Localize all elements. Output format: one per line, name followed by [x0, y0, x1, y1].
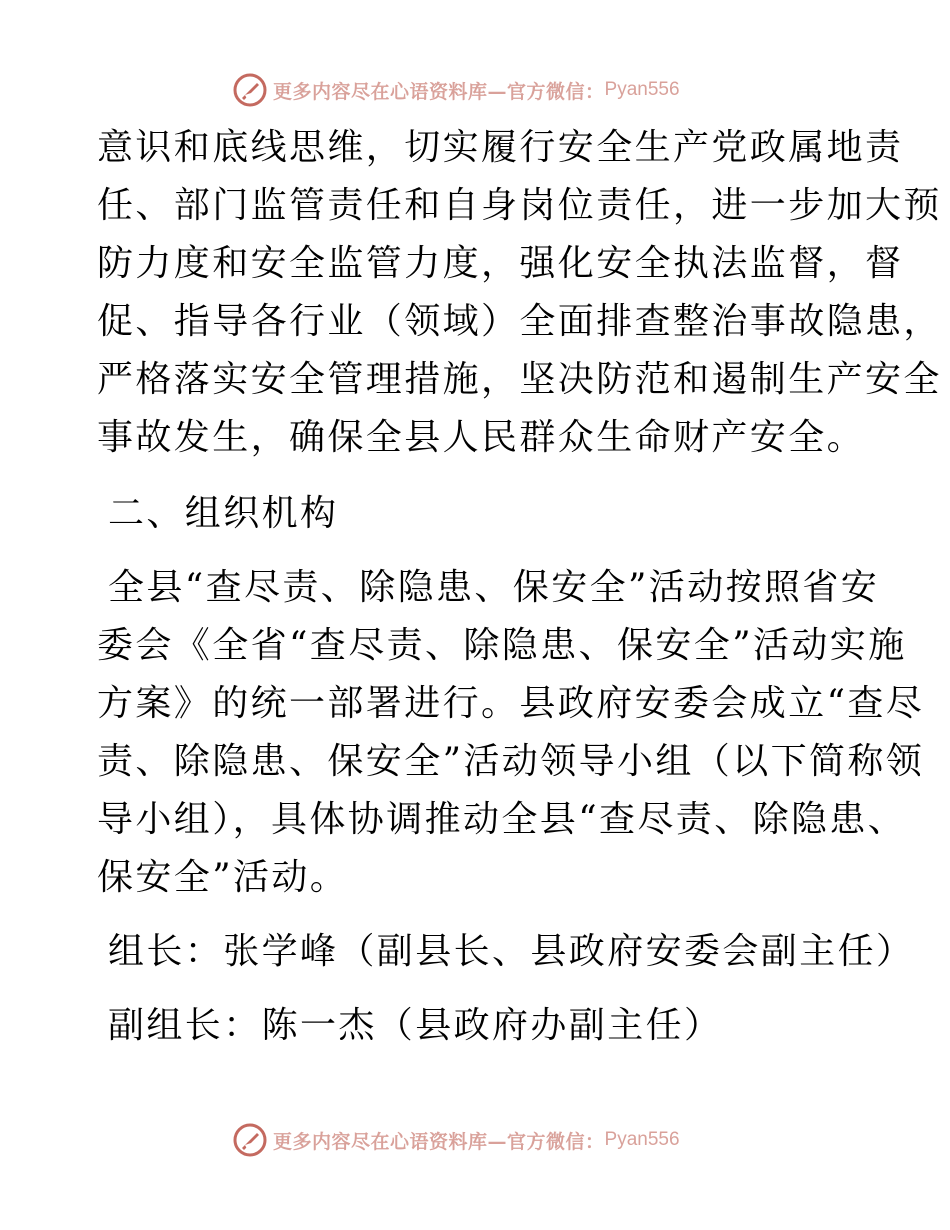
paragraph-line: 促、指导各行业（领域）全面排查整治事故隐患， — [97, 301, 942, 342]
footer-watermark — [233, 1122, 680, 1158]
group-leader-line: 组长：张学峰（副县长、县政府安委会副主任） — [108, 931, 915, 972]
section-heading: 二、组织机构 — [108, 493, 339, 534]
paragraph-line: 严格落实安全管理措施，坚决防范和遏制生产安全 — [97, 359, 942, 400]
watermark-text: 更多内容尽在心语资料库—官方微信： — [273, 80, 605, 103]
paragraph-line: 事故发生，确保全县人民群众生命财产安全。 — [97, 417, 866, 458]
paragraph-line: 方案》的统一部署进行。县政府安委会成立“查尽 — [97, 683, 925, 724]
watermark-handle: Pyan556 — [604, 79, 680, 100]
paragraph-line: 责、除隐患、保安全”活动领导小组（以下简称领 — [97, 741, 925, 782]
paragraph-line: 全县“查尽责、除隐患、保安全”活动按照省安 — [108, 567, 880, 608]
paragraph-line: 任、部门监管责任和自身岗位责任，进一步加大预 — [97, 185, 942, 226]
watermark-handle: Pyan556 — [604, 1129, 680, 1150]
paragraph-line: 意识和底线思维，切实履行安全生产党政属地责 — [97, 127, 904, 168]
feather-pen-logo-icon — [233, 73, 267, 107]
paragraph-line: 导小组），具体协调推动全县“查尽责、除隐患、 — [97, 799, 907, 840]
header-watermark — [233, 72, 680, 108]
feather-pen-logo-icon — [233, 1123, 267, 1157]
deputy-leader-line: 副组长：陈一杰（县政府办副主任） — [108, 1005, 723, 1046]
paragraph-line: 保安全”活动。 — [97, 857, 349, 898]
paragraph-line: 防力度和安全监管力度，强化安全执法监督，督 — [97, 243, 904, 284]
paragraph-line: 委会《全省“查尽责、除隐患、保安全”活动实施 — [97, 625, 907, 666]
watermark-text: 更多内容尽在心语资料库—官方微信： — [273, 1130, 605, 1153]
